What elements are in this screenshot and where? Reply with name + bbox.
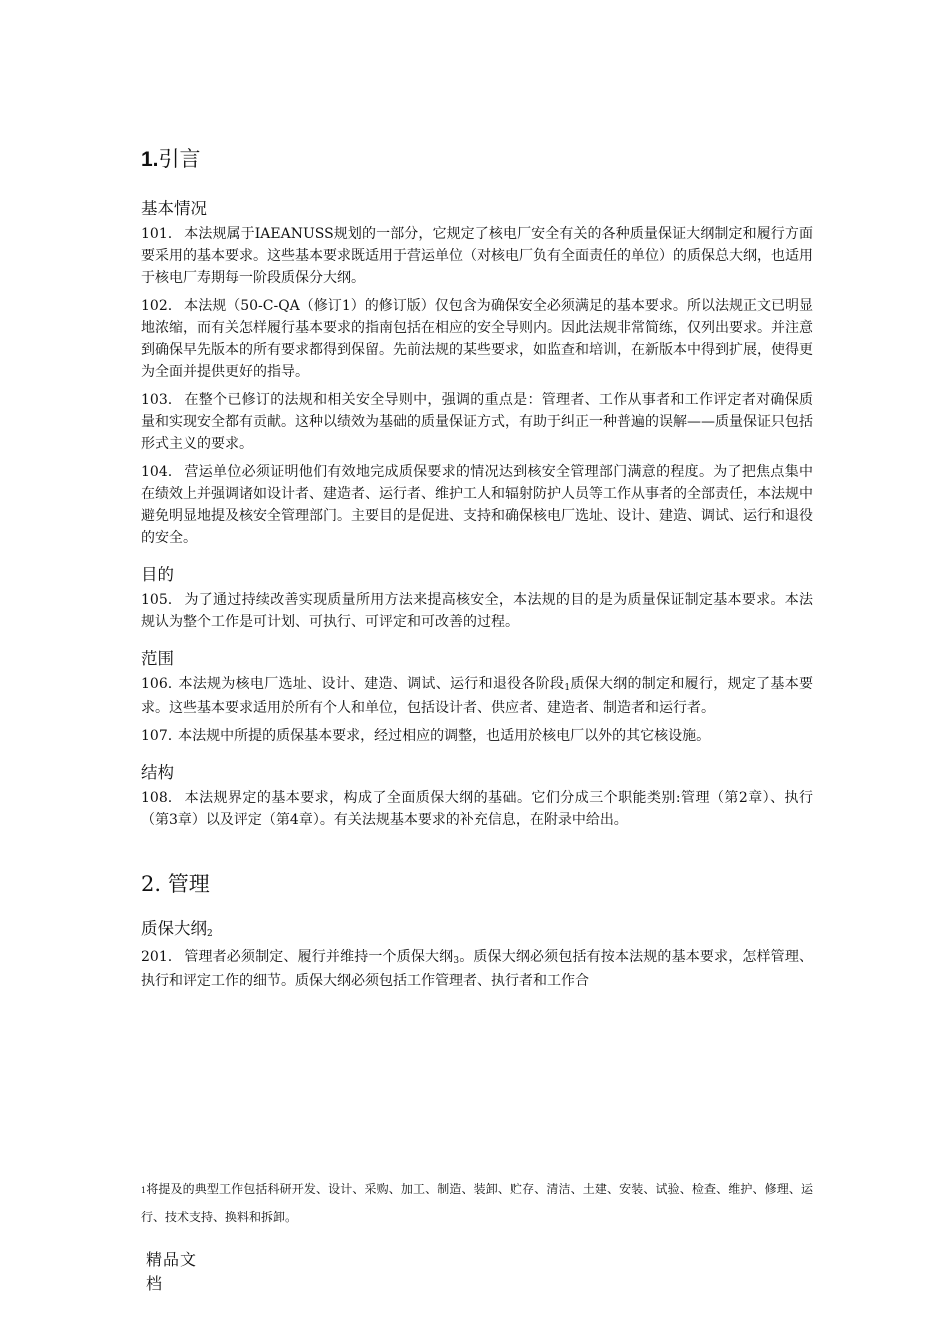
subsection-qa-program-title: 质保大纲	[141, 919, 207, 938]
paragraph-106	[141, 673, 813, 719]
paragraph-text: 本法规属于IAEANUSS规划的一部分，它规定了核电厂安全有关的各种质量保证大纲制定和履行方面要采用的基本要求。这些基本要求既适用于营运单位（对核电厂负有全面责任的单位）的质保总大纲，也适用于核电厂寿期每一阶段质保分大纲。	[141, 226, 813, 286]
paragraph-number: 102.	[141, 298, 173, 314]
paragraph-text: 在整个已修订的法规和相关安全导则中，强调的重点是：管理者、工作从事者和工作评定者对确保质量和实现安全都有贡献。这种以绩效为基础的质量保证方式，有助于纠正一种普遍的误解——质量保证只包括形式主义的要求。	[141, 392, 813, 452]
section-1-number: 1.	[141, 148, 159, 171]
paragraph-201	[141, 946, 813, 992]
subsection-purpose-heading: 目的	[141, 565, 174, 584]
footnote-text: 将提及的典型工作包括科研开发、设计、采购、加工、制造、装卸、贮存、清洁、土建、安装、试验、检查、维护、修理、运行、技术支持、换料和拆卸。	[141, 1182, 813, 1224]
paragraph-number: 103.	[141, 392, 173, 408]
paragraph-107	[141, 725, 813, 747]
paragraph-text: 本法规中所提的质保基本要求，经过相应的调整，也适用於核电厂以外的其它核设施。	[178, 728, 711, 744]
subsection-scope-heading: 范围	[141, 649, 174, 668]
paragraph-number: 107.	[141, 728, 173, 744]
paragraph-number: 106.	[141, 676, 173, 692]
paragraph-text-before-ref: 本法规为核电厂选址、设计、建造、调试、运行和退役各阶段	[178, 676, 565, 692]
watermark-text: 精品文档	[146, 1250, 198, 1293]
footnote-reference[interactable]: 1	[564, 683, 571, 693]
paragraph-text-before-ref: 管理者必须制定、履行并维持一个质保大纲	[184, 949, 454, 965]
paragraph-105	[141, 589, 813, 633]
paragraph-text: 为了通过持续改善实现质量所用方法来提高核安全，本法规的目的是为质量保证制定基本要求。本法规认为整个工作是可计划、可执行、可评定和可改善的过程。	[141, 592, 813, 630]
paragraph-text: 营运单位必须证明他们有效地完成质保要求的情况达到核安全管理部门满意的程度。为了把焦点集中在绩效上并强调诸如设计者、建造者、运行者、维护工人和辐射防护人员等工作从事者的全部责任，本法规中避免明显地提及核安全管理部门。主要目的是促进、支持和确保核电厂选址、设计、建造、调试、运行和退役的安全。	[141, 464, 813, 546]
subsection-structure-heading: 结构	[141, 763, 174, 782]
paragraph-108	[141, 787, 813, 831]
footnote	[141, 1176, 813, 1230]
paragraph-number: 101.	[141, 226, 173, 242]
paragraph-number: 104.	[141, 464, 173, 480]
section-1-title: 引言	[158, 147, 201, 171]
section-1-heading	[141, 144, 813, 175]
footnote-reference[interactable]: 2	[207, 929, 213, 939]
paragraph-number: 105.	[141, 592, 173, 608]
footnote-reference[interactable]: 3	[453, 956, 460, 966]
subsection-qa-program-heading	[141, 917, 813, 944]
paragraph-101	[141, 223, 813, 289]
paragraph-number: 108.	[141, 790, 173, 806]
section-2-heading: 2. 管理	[141, 872, 210, 896]
paragraph-text: 本法规界定的基本要求，构成了全面质保大纲的基础。它们分成三个职能类别:管理（第2章）、执行（第3章）以及评定（第4章）。有关法规基本要求的补充信息，在附录中给出。	[141, 790, 813, 828]
paragraph-104	[141, 461, 813, 549]
paragraph-102	[141, 295, 813, 383]
paragraph-text: 本法规（50-C-QA（修订1）的修订版）仅包含为确保安全必须满足的基本要求。所以法规正文已明显地浓缩，而有关怎样履行基本要求的指南包括在相应的安全导则内。因此法规非常简练，仅列出要求。并注意到确保早先版本的所有要求都得到保留。先前法规的某些要求，如监查和培训，在新版本中得到扩展，使得更为全面并提供更好的指导。	[141, 298, 813, 380]
paragraph-number: 201.	[141, 949, 173, 965]
document-body	[141, 144, 813, 998]
paragraph-103	[141, 389, 813, 455]
footnote-mark: 1	[141, 1186, 147, 1195]
paragraph-text-after-ref: 质保大纲的制定和履行，规定了基本要求。这些基本要求适用於所有个人和单位，包括设计者、供应者、建造者、制造者和运行者。	[141, 676, 814, 716]
paragraph-text-after-ref: 。质保大纲必须包括有按本法规的基本要求，怎样管理、执行和评定工作的细节。质保大纲必须包括工作管理者、执行者和工作合	[141, 949, 814, 989]
subsection-basic-info-heading: 基本情况	[141, 199, 207, 218]
